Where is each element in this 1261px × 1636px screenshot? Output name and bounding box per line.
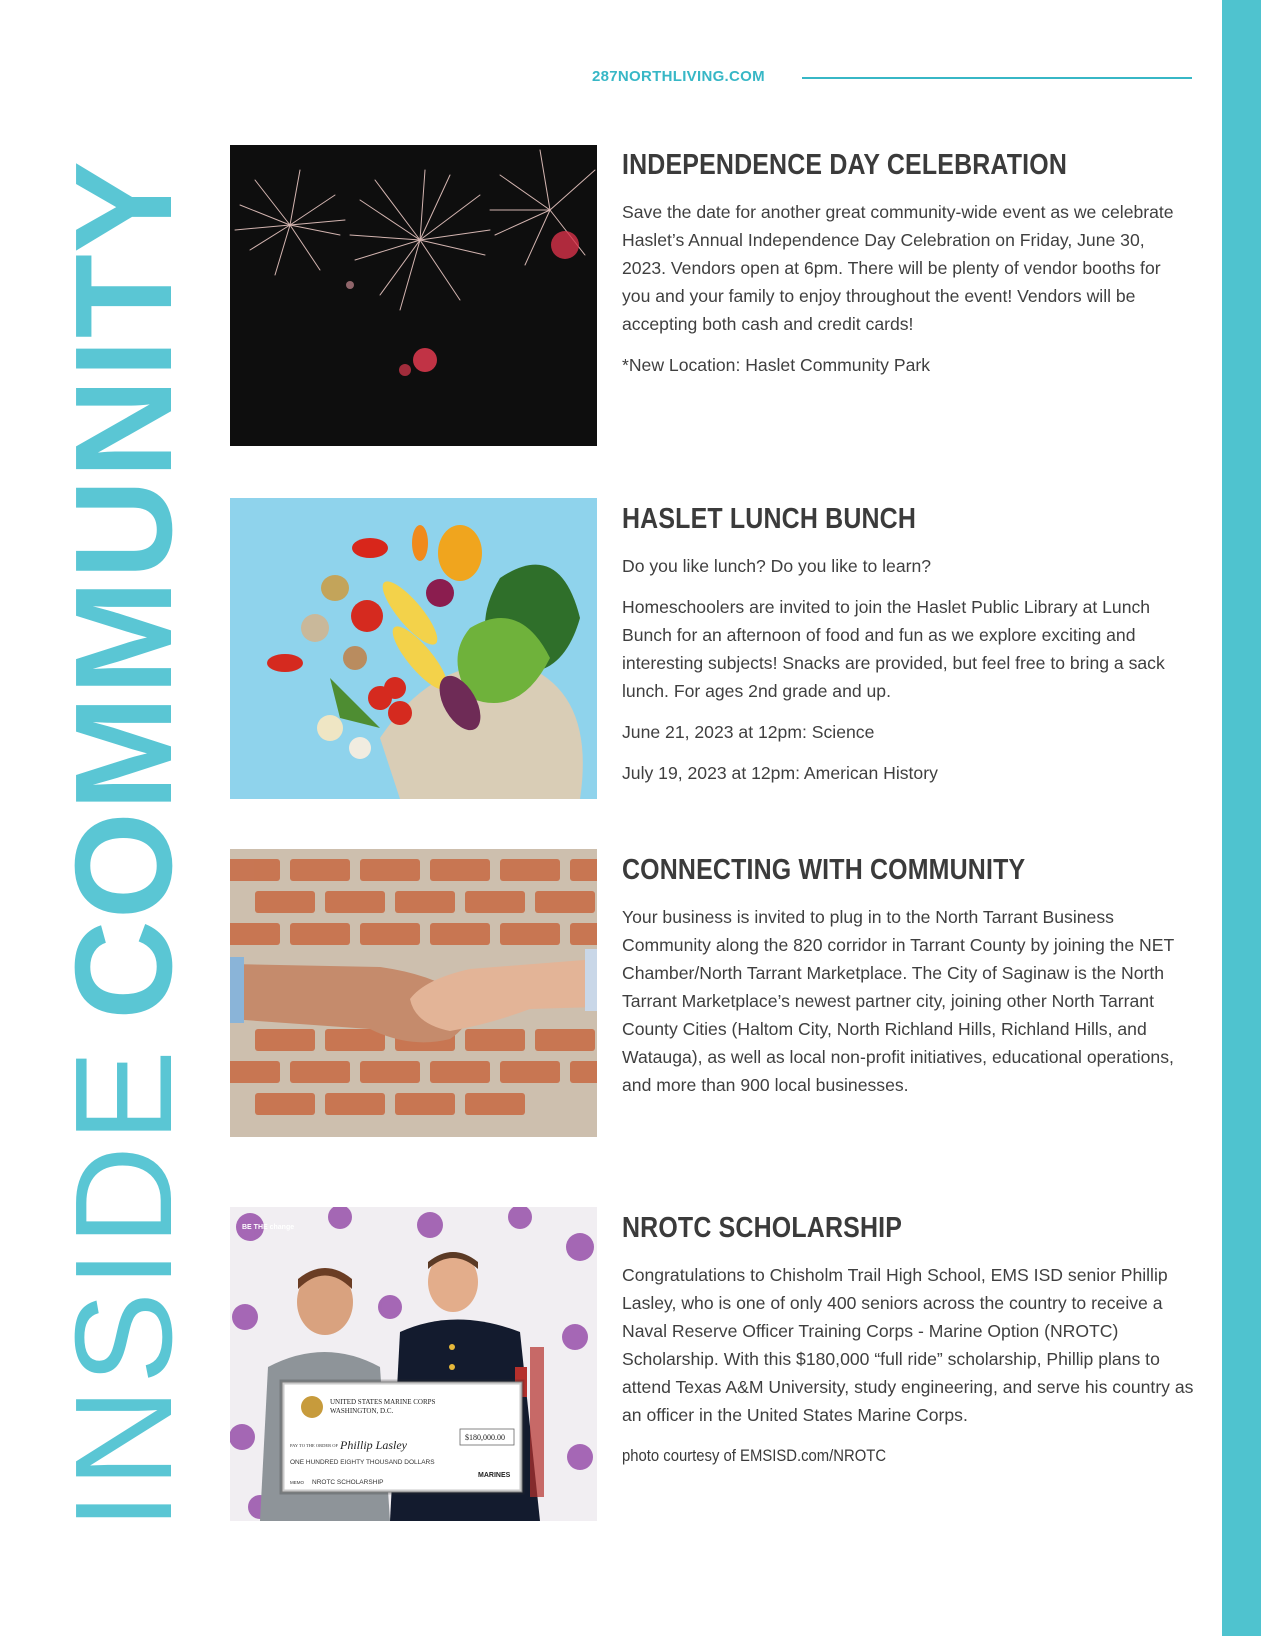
scholarship-photo (230, 1207, 597, 1521)
scholarship-check (282, 1382, 522, 1492)
section-title-thin: INSIDE (47, 1045, 201, 1530)
article-heading: INDEPENDENCE DAY CELEBRATION (622, 149, 1068, 181)
article-paragraph: Your business is invited to plug in to the North Tarrant Business Community along the 820 corridor in Tarrant County by joining the NET Chamber/North Tarrant Marketplace. The City of Saginaw is the North Tarrant Marketplace’s newest partner city, joining other North Tarrant County Cities (Haltom City, North Richland Hills, Richland Hills, and Watauga), as well as local non-profit initiatives, educational operations, and more than 900 local businesses. (622, 907, 1174, 1095)
check-org-line2: WASHINGTON, D.C. (330, 1407, 394, 1415)
check-org-line1: UNITED STATES MARINE CORPS (330, 1398, 436, 1406)
header-rule (802, 77, 1192, 79)
right-accent-bar (1222, 0, 1261, 1636)
site-header (592, 66, 1200, 90)
check-pay-to-label: PAY TO THE ORDER OF (290, 1443, 339, 1448)
article-independence-day (622, 149, 1204, 392)
backdrop-text: BE THE change (242, 1224, 295, 1231)
article-paragraph: June 21, 2023 at 12pm: Science (622, 722, 875, 742)
vegetables-photo (230, 498, 597, 799)
article-connecting-community (622, 854, 1204, 1112)
article-paragraph: Homeschoolers are invited to join the Haslet Public Library at Lunch Bunch for an afternoon of food and fun as we explore exciting and interesting subjects! Snacks are provided, but feel free to bring a sack lunch. For ages 2nd grade and up. (622, 597, 1165, 701)
check-payee: Phillip Lasley (340, 1438, 407, 1452)
check-amount-words: ONE HUNDRED EIGHTY THOUSAND DOLLARS (290, 1459, 435, 1466)
check-memo-label: MEMO (290, 1480, 304, 1485)
article-heading: HASLET LUNCH BUNCH (622, 503, 917, 535)
article-paragraph: *New Location: Haslet Community Park (622, 355, 931, 375)
section-title-bold: COMMUNITY (47, 159, 201, 1020)
fireworks-photo (230, 145, 597, 446)
article-paragraph: Save the date for another great community-wide event as we celebrate Haslet’s Annual Independence Day Celebration on Friday, June 30, 2023. Vendors open at 6pm. There will be plenty of vendor booths for you and your family to enjoy throughout the event! Vendors will be accepting both cash and credit cards! (622, 202, 1174, 334)
check-brand: MARINES (478, 1472, 511, 1479)
article-paragraph: Do you like lunch? Do you like to learn? (622, 556, 932, 576)
check-memo: NROTC SCHOLARSHIP (312, 1479, 384, 1486)
article-paragraph: Congratulations to Chisholm Trail High School, EMS ISD senior Phillip Lasley, who is one of only 400 seniors across the country to receive a Naval Reserve Officer Training Corps - Marine Option (NROTC) Scholarship. With this $180,000 “full ride” scholarship, Phillip plans to attend Texas A&M University, study engineering, and serve his country as an officer in the United States Marine Corps. (622, 1265, 1194, 1425)
section-title (47, 159, 201, 1530)
article-heading: NROTC SCHOLARSHIP (622, 1212, 903, 1244)
check-amount: $180,000.00 (465, 1433, 505, 1442)
photo-credit: photo courtesy of EMSISD.com/NROTC (622, 1447, 887, 1465)
article-heading: CONNECTING WITH COMMUNITY (622, 854, 1026, 886)
article-paragraph: July 19, 2023 at 12pm: American History (622, 763, 938, 783)
article-lunch-bunch (622, 503, 1204, 800)
site-url-link[interactable]: 287NORTHLIVING.COM (592, 68, 765, 85)
handshake-photo (230, 849, 597, 1157)
article-nrotc-scholarship (622, 1212, 1204, 1483)
